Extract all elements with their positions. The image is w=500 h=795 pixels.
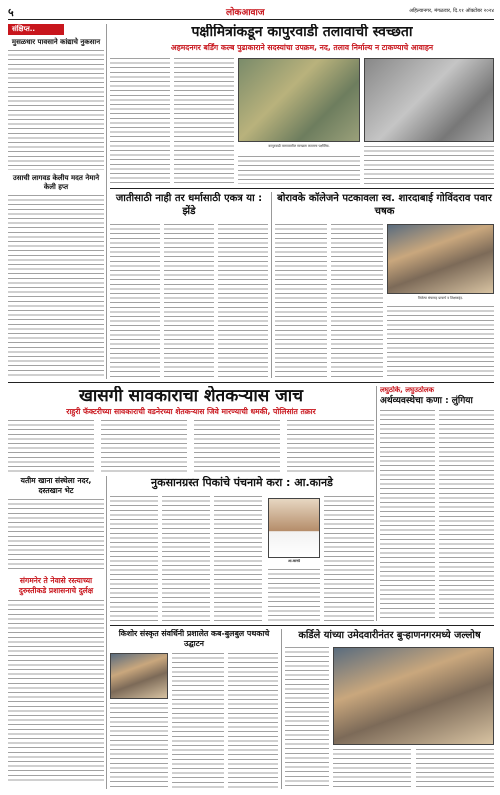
yatim-story [8, 476, 104, 572]
sankshipt-headline-2: उसाची लागवड केलीय मदत नेमाने केली हप्त [12, 174, 100, 191]
khasgi-subheadline: राहुरी फॅक्टरीच्या सावकाराची वडनेरच्या शेतकऱ्यास जिवे मारण्याची धमकी, पोलिसांत तक्रार [66, 407, 316, 416]
nuksan-portrait-name: आ.कानडे [288, 559, 300, 563]
sankshipt-body-2 [8, 195, 104, 379]
sangamner-body [8, 600, 104, 784]
yatim-headline: यतीम खाना संस्थेला नदर, दस्तखान भेट [20, 476, 92, 495]
kardile-photo [333, 647, 494, 745]
nuksan-body-4 [268, 569, 320, 622]
newspaper-logo: लोकआवाज [226, 8, 265, 18]
kardile-story [285, 629, 494, 789]
lahuthoke-body-2 [439, 410, 494, 621]
lead-body-col-3 [364, 146, 494, 184]
sankshipt-column [8, 24, 104, 379]
lead-story [110, 24, 494, 184]
borawke-body-1 [275, 224, 327, 378]
sangamner-story [8, 576, 104, 789]
kishor-headline: किशोर संस्कृत संवर्धिनी प्रशालेत कब-बुलबुल पथकाचे उद्घाटन [118, 629, 270, 648]
kishor-body-1 [110, 703, 168, 789]
nuksan-headline: नुकसानग्रस्त पिकांचे पंचनामे करा : आ.कानडे [151, 476, 333, 489]
borawke-photo-caption: विजेत्या संघासह प्राचार्य व शिक्षकवृंद. [417, 296, 464, 300]
lead-photo-caption: कापुरवाडी तलावावरील स्वच्छता करताना पक्षीमित्र. [268, 144, 330, 148]
dharmasathi-body-2 [164, 224, 214, 378]
nuksan-story [110, 476, 374, 622]
dharmasathi-body-3 [218, 224, 268, 378]
lead-body-col-1 [110, 58, 170, 184]
nuksan-body-1 [110, 496, 158, 622]
borawke-body-2 [331, 224, 383, 378]
sankshipt-headline-1: मुसळधार पावसाने कांद्याचे नुकसान [11, 38, 101, 46]
nuksan-body-5 [324, 496, 374, 622]
borawke-headline: बोरावके कॉलेजने पटकावला स्व. शारदाबाई गोविंदराव पवार चषक [277, 193, 492, 217]
masthead [8, 4, 494, 20]
khasgi-body-2 [101, 420, 187, 472]
khasgi-story [8, 386, 374, 472]
sangamner-headline: संगमनेर ते नेवासे रस्त्याच्या दुरुस्तीकडे प्रशासनाचे दुर्लक्ष [18, 576, 94, 595]
borawke-photo [387, 224, 494, 294]
dharmasathi-story [110, 192, 268, 378]
lead-body-col-2 [174, 58, 234, 184]
kardile-body-1 [285, 647, 329, 789]
dharmasathi-headline: जातीसाठी नाही तर धर्मासाठी एकत्र या : झेंडे [115, 193, 263, 217]
nuksan-portrait [268, 498, 320, 558]
page-number: ५ [8, 6, 14, 19]
kishor-body-2 [172, 653, 224, 789]
lahuthoke-headline: लघुठोके, लघुउठोलक [380, 386, 434, 394]
nuksan-body-3 [214, 496, 262, 622]
kardile-body-3 [416, 749, 494, 789]
lead-subheadline: अहमदनगर बर्डिंग कल्ब पुढाकाराने सदस्यांचा उपक्रम, नद, तलाव निर्माल्य न टाकण्याचे आवाहन [170, 43, 434, 52]
kishor-story [110, 629, 278, 789]
khasgi-body-4 [287, 420, 374, 472]
khasgi-headline: खासगी सावकाराचा शेतकऱ्यास जाच [78, 386, 304, 406]
khasgi-body-1 [8, 420, 94, 472]
khasgi-body-3 [194, 420, 280, 472]
lead-photo-2 [364, 58, 494, 142]
kishor-body-3 [228, 653, 278, 789]
dharmasathi-body-1 [110, 224, 160, 378]
lahuthoke-subheadline: अर्थव्यवस्थेचा कणा : लुंगिया [380, 396, 473, 406]
kardile-headline: कर्डिले यांच्या उमेदवारीनंतर बुऱ्हाणनगरमध्ये जल्लोष [298, 630, 481, 641]
sankshipt-label: संक्षिप्त.. [8, 24, 64, 35]
lead-headline: पक्षीमित्रांकडून कापुरवाडी तलावाची स्वच्छता [191, 24, 413, 40]
borawke-story [275, 192, 494, 378]
lahuthoke-body-1 [380, 410, 435, 621]
borawke-body-3 [387, 306, 494, 378]
dateline: अहिल्यानगर, मंगळवार, दि.११ ऑक्टोबर २०२४ [409, 8, 494, 14]
yatim-body [8, 499, 104, 572]
lead-photo [238, 58, 360, 142]
kishor-photo [110, 653, 168, 699]
nuksan-body-2 [162, 496, 210, 622]
kardile-body-2 [333, 749, 411, 789]
sankshipt-body-1 [8, 50, 104, 170]
lahuthoke-story [380, 386, 494, 621]
lead-body-col-4 [238, 156, 360, 184]
